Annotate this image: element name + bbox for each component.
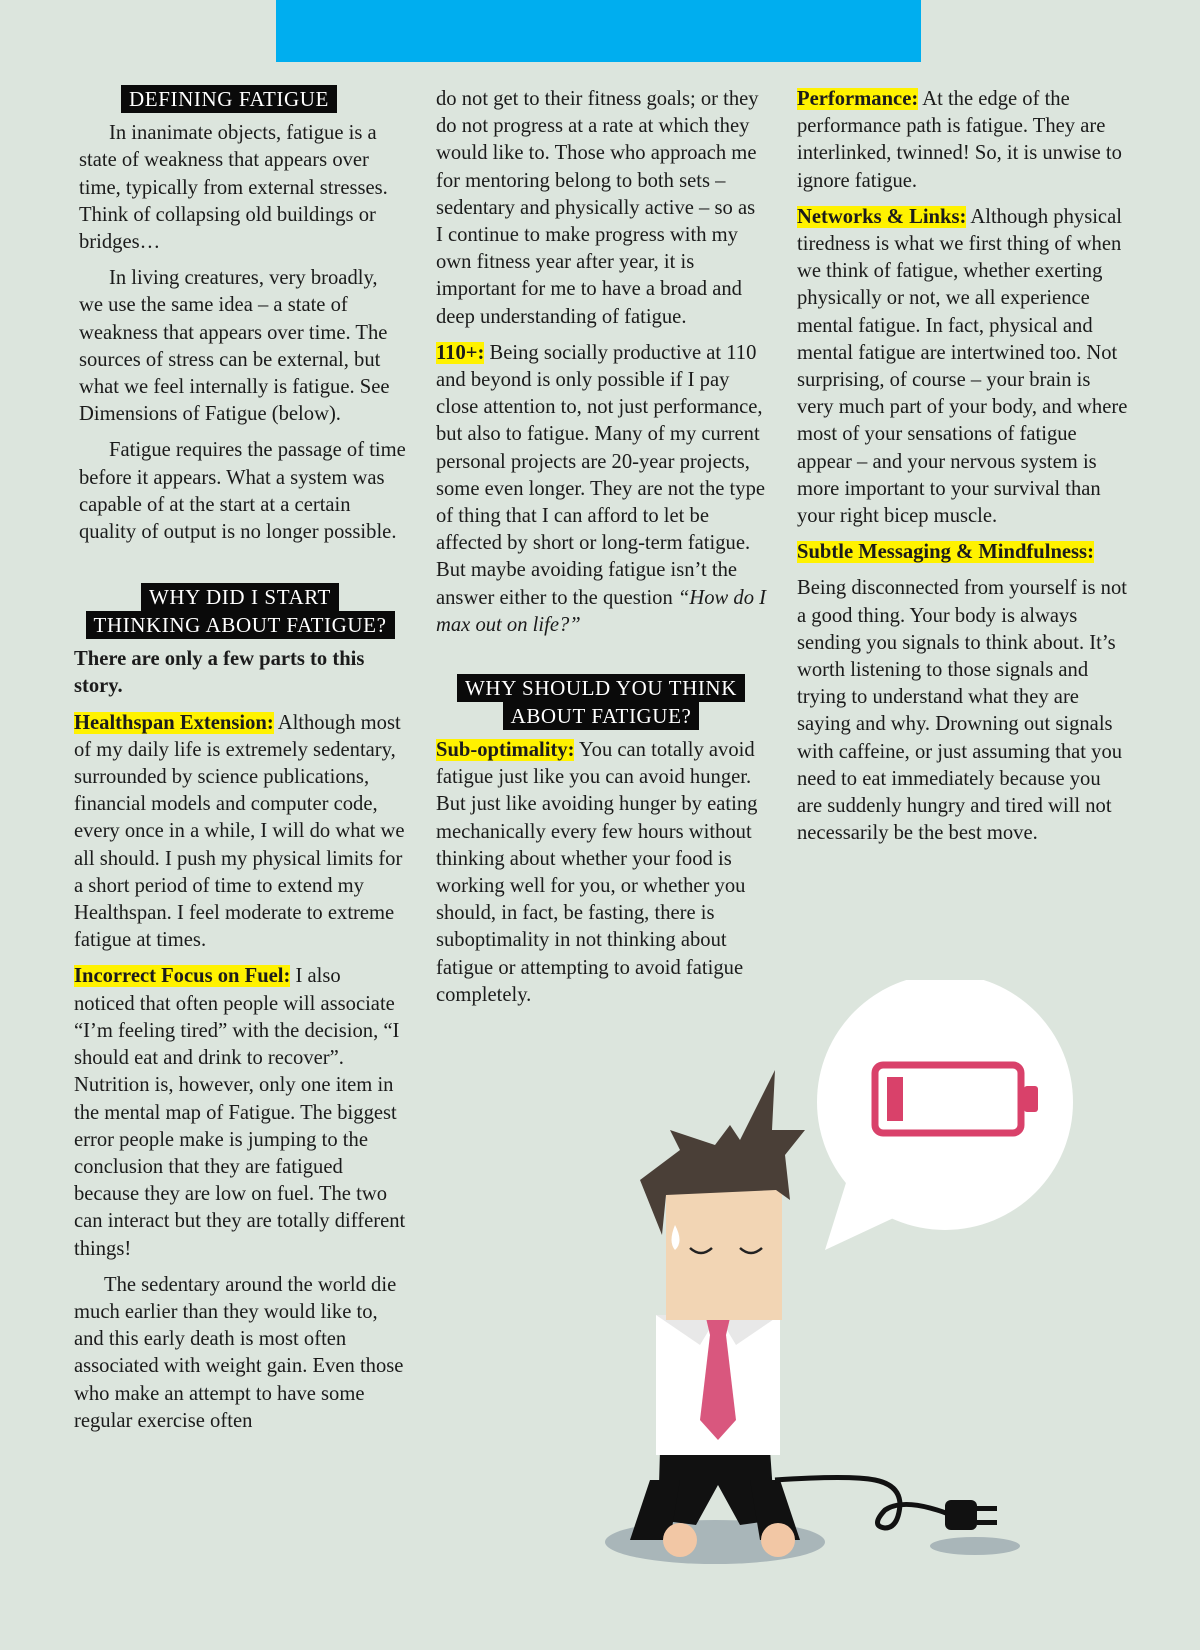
column-1 [74,86,406,1444]
paragraph-performance: Performance: At the edge of the performance path is fatigue. They are interlinked, twinned! So, it is unwise to ignore fatigue. [797,88,1122,192]
column-3 [797,86,1129,856]
plug-shadow [930,1537,1020,1555]
label-110: 110+: [436,341,485,364]
tired-businessman-illustration [600,980,1080,1570]
head [666,1190,782,1320]
paragraph-healthspan: Healthspan Extension: Although most of my daily life is extremely sedentary, surrounded by science publications, financial models and computer code, every once in a while, I will do what we all should. I push my physical limits for a short period of time to extend my Healthspan. I feel moderate to extreme fatigue at times. [74,711,405,952]
paragraph: In living creatures, very broadly, we use the same idea – a state of weakness that appears over time. The sources of stress can be external, but what we feel internally is fatigue. See Dimensions of Fatigue (below). [79,267,390,426]
paragraph: do not get to their fitness goals; or they do not progress at a rate at which they would like to. Those who approach me for mentoring belong to both sets – sedentary and physically active – so as I continue to make progress with my own fitness year after year, it is important for me to have a broad and deep understanding of fatigue. [436,88,759,328]
heading-defining-fatigue: DEFINING FATIGUE [74,86,406,114]
paragraph-networks: Networks & Links: Although physical tiredness is what we first thing of when we think of fatigue, whether exerting physically or not, we all experience mental fatigue. In fact, physical and mental fatigue are intertwined too. Not surprising, of course – your brain is very much part of your body, and where most of your sensations of fatigue appear – and your nervous system is more important to your survival than your right bicep muscle. [797,205,1128,528]
paragraph: Fatigue requires the passage of time before it appears. What a system was capable of at the start at a certain quality of output is no longer possible. [79,439,406,544]
label-networks: Networks & Links: [797,205,967,228]
paragraph-subtle: Being disconnected from yourself is not a good thing. Your body is always sending you signals to think about. It’s worth listening to those signals and trying to understand what they are saying and why. Drowning out signals with caffeine, or just assuming that you need to eat immediately because you are suddenly hungry and tired will not necessarily be the best move. [797,577,1128,845]
speech-bubble [817,980,1073,1250]
heading-why-should-you-think: WHY SHOULD YOU THINK ABOUT FATIGUE? [436,675,766,731]
label-suboptimality: Sub-optimality: [436,739,575,762]
unplugged-cord-icon [775,1478,997,1531]
right-hand [761,1523,795,1557]
left-hand [663,1523,697,1557]
paragraph-fuel: Incorrect Focus on Fuel: I also noticed that often people will associate “I’m feeling tired” with the decision, “I should eat and drink to recover”. Nutrition is, however, only one item in the mental map of Fatigue. The biggest error people make is jumping to the conclusion that they are fatigued because they are low on fuel. The two can interact but they are totally different things! [74,965,406,1260]
label-healthspan: Healthspan Extension: [74,711,274,734]
label-fuel: Incorrect Focus on Fuel: [74,965,291,988]
subheading-subtle [797,539,1129,566]
paragraph-suboptimality: Sub-optimality: You can totally avoid fatigue just like you can avoid hunger. But just like avoiding hunger by eating mechanically every few hours without thinking about whether your food is working well for you, or whether you should, in fact, be fasting, there is suboptimality in not thinking about fatigue or attempting to avoid fatigue completely. [436,739,758,1006]
paragraph-110: 110+: Being socially productive at 110 and beyond is only possible if I pay close attention to, not just performance, but also to fatigue. Many of my current personal projects are 20-year projects, some even longer. They are not the type of thing that I can afford to let be affected by short or long-term fatigue. But maybe avoiding fatigue isn’t the answer either to the question “How do I max out on life?” [436,341,767,636]
heading-why-did-i-start: WHY DID I START THINKING ABOUT FATIGUE? [74,584,406,640]
column-2 [436,86,766,1018]
paragraph: The sedentary around the world die much earlier than they would like to, and this early death is most often associated with weight gain. Even those who make an attempt to have some regular exercise often [74,1273,404,1432]
label-performance: Performance: [797,88,919,110]
label-subtle: Subtle Messaging & Mindfulness: [797,541,1094,564]
intro-paragraph: There are only a few parts to this story. [74,648,365,698]
paragraph: In inanimate objects, fatigue is a state of weakness that appears over time, typically from external stresses. Think of collapsing old buildings or bridges… [79,122,388,254]
top-banner [276,0,921,62]
